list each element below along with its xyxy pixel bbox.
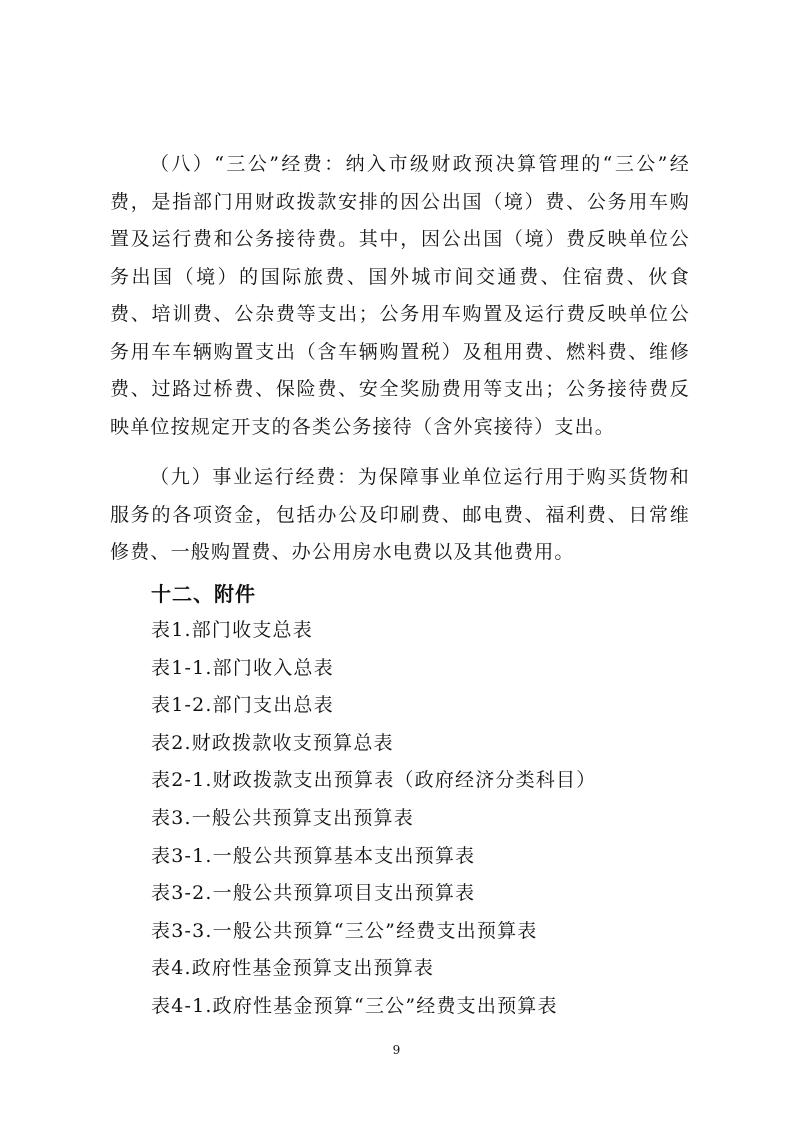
paragraph-operating-expenses: （九）事业运行经费：为保障事业单位运行用于购买货物和服务的各项资金，包括办公及印刷费、邮电费、福利费、日常维修费、一般购置费、办公用房水电费以及其他费用。 xyxy=(110,466,690,563)
attachments-list xyxy=(151,612,596,1026)
paragraph-three-public-expenses: （八）“三公”经费：纳入市级财政预决算管理的“三公”经费，是指部门用财政拨款安排的因公出国（境）费、公务用车购置及运行费和公务接待费。其中，因公出国（境）费反映单位公务出国（境）的国际旅费、国外城市间交通费、住宿费、伙食费、培训费、公杂费等支出；公务用车购置及运行费反映单位公务用车车辆购置支出（含车辆购置税）及租用费、燃料费、维修费、过路过桥费、保险费、安全奖励费用等支出；公务接待费反映单位按规定开支的各类公务接待（含外宾接待）支出。 xyxy=(110,153,690,438)
attachment-item: 表3-1.一般公共预算基本支出预算表 xyxy=(151,844,476,867)
attachment-item: 表3-2.一般公共预算项目支出预算表 xyxy=(151,882,476,905)
attachment-item: 表4.政府性基金预算支出预算表 xyxy=(151,957,435,980)
page-number: 9 xyxy=(392,1043,401,1057)
attachment-item: 表2.财政拨款收支预算总表 xyxy=(151,731,394,754)
attachment-item: 表1.部门收支总表 xyxy=(151,619,313,641)
attachment-item: 表3-3.一般公共预算“三公”经费支出预算表 xyxy=(151,919,538,942)
attachment-item: 表1-1.部门收入总表 xyxy=(151,656,334,679)
attachment-item: 表2-1.财政拨款支出预算表（政府经济分类科目） xyxy=(151,769,597,792)
attachments-heading: 十二、附件 xyxy=(151,582,256,606)
attachment-item: 表3.一般公共预算支出预算表 xyxy=(151,806,414,829)
attachment-item: 表4-1.政府性基金预算“三公”经费支出预算表 xyxy=(151,994,558,1017)
attachment-item: 表1-2.部门支出总表 xyxy=(151,694,334,717)
